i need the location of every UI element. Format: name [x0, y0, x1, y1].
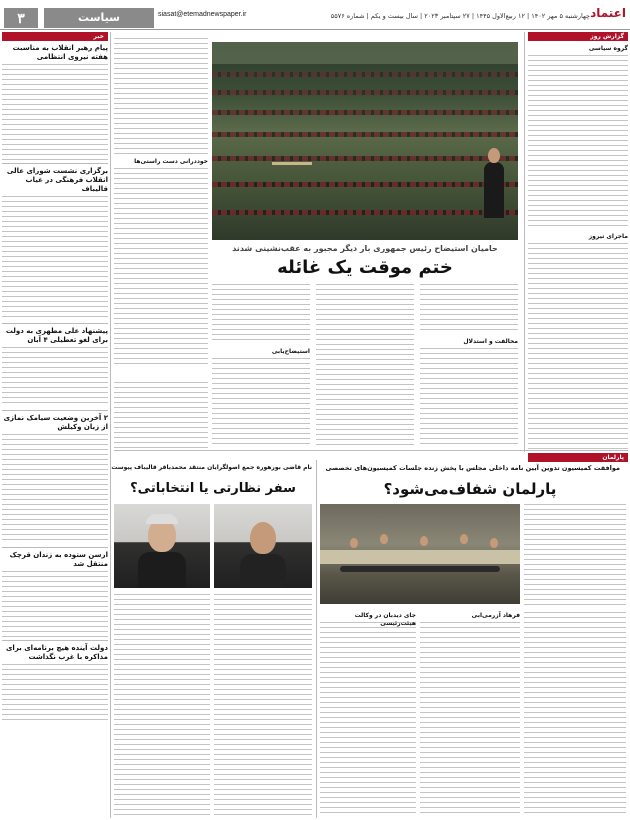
feature-title: پارلمان شفاف‌می‌شود؟ [383, 480, 557, 498]
left-body-3 [2, 347, 108, 407]
second-title: سفر نظارتی یا انتخاباتی؟ [130, 481, 296, 496]
left-body-4 [2, 434, 108, 544]
column-divider [524, 32, 525, 452]
left-headline-6: دولت آینده هیچ برنامه‌ای برای مذاکره با غرب نگذاشت [6, 644, 108, 661]
lead-body-col-4 [114, 382, 208, 448]
section-email[interactable]: siasat@etemadnewspaper.ir [158, 11, 247, 18]
divider [2, 323, 108, 324]
left-body-5 [2, 571, 108, 637]
feature-kicker: موافقت کمیسیون تدوین آیین نامه داخلی مجلس با پخش زنده جلسات کمیسیون‌های تخصصی [325, 464, 620, 472]
parliament-photo [212, 42, 518, 240]
right-body-1 [528, 55, 628, 227]
left-headline-1: پیام رهبر انقلاب به مناسبت هفته نیروی انتظامی [12, 44, 108, 61]
lead-body-col-2 [316, 284, 414, 448]
second-body-1 [214, 594, 312, 816]
column-divider [110, 32, 111, 818]
left-headline-5: ارسن ستوده به زندان قرچک منتقل شد [9, 551, 108, 568]
lead-body-col-3b [212, 358, 310, 448]
right-column-label: گزارش روز [528, 32, 628, 41]
divider [2, 410, 108, 411]
column-divider [316, 460, 317, 818]
lead-body-col-1b [420, 348, 518, 448]
left-column-label: خبر [2, 32, 108, 41]
committee-meeting-photo [320, 504, 520, 604]
feature-subhead: جای دیدبان در وکالت هیئت‌رئیسی [354, 612, 416, 627]
lead-title: ختم موقت یک غائله [277, 257, 453, 278]
right-kicker-2: ماجرای تیروز [588, 233, 628, 240]
left-body-6 [2, 664, 108, 720]
lead-side-body-2 [114, 168, 208, 368]
divider [2, 163, 108, 164]
lead-subtitle: حامیان استیضاح رئیس جمهوری بار دیگر مجبور به عقب‌نشینی شدند [232, 244, 498, 253]
second-kicker: نام قاضی بورهوره جمع اصولگرایان منتقد محمدباقر قالیباف پیوست [111, 464, 312, 471]
date-line: چهارشنبه ۵ مهر ۱۴۰۲ | ۱۲ ربیع‌الاول ۱۴۴۵ | ۲۷ سپتامبر ۲۰۲۳ | سال بیست و یکم | شماره ۵۵۷۶ [330, 12, 590, 20]
left-headline-2: برگزاری نشست شورای عالی انقلاب فرهنگی در غیاب قالیباف [6, 167, 108, 193]
portrait-photo-1 [214, 504, 312, 588]
divider [2, 640, 108, 641]
left-headline-4: ۲ آخرین وضعیت سیامک نمازی از زبان وکیلش [3, 414, 108, 431]
feature-body-2 [320, 622, 416, 816]
page-header [0, 8, 630, 28]
lead-subhead-3: استیضاح‌یابی [271, 348, 310, 355]
feature-body-1 [420, 622, 520, 816]
lead-body-col-1 [420, 284, 518, 334]
lead-side-body-1 [114, 38, 208, 154]
feature-byline: فرهاد آزرمی‌ابی [471, 612, 520, 619]
lead-body-col-3 [212, 284, 310, 344]
section-divider [114, 450, 628, 451]
second-body-2 [114, 594, 210, 816]
feature-lead-body [524, 504, 626, 608]
divider [2, 547, 108, 548]
lead-subhead-2: خوددرانی دست راستی‌ها [134, 158, 208, 165]
lead-side-column [114, 38, 208, 378]
left-body-2 [2, 196, 108, 320]
header-divider [0, 29, 630, 30]
newspaper-logo: اعتماد [590, 6, 626, 20]
left-headline-3: پیشنهاد علی مطهری به دولت برای لغو تعطیلی ۴ آبان [5, 327, 108, 344]
right-kicker-1: گروه سیاسی [588, 45, 628, 52]
portrait-photo-2 [114, 504, 210, 588]
section-tag: سیاست [44, 8, 154, 28]
right-column-label-2: پارلمان [528, 453, 628, 462]
right-body-2 [528, 243, 628, 449]
left-body-1 [2, 64, 108, 160]
right-report-column [528, 32, 628, 452]
page-number: ۳ [4, 8, 38, 28]
left-news-column [2, 32, 108, 818]
feature-body-3 [524, 612, 626, 816]
lead-subhead-1: مخالفت و استدلال [463, 338, 518, 345]
